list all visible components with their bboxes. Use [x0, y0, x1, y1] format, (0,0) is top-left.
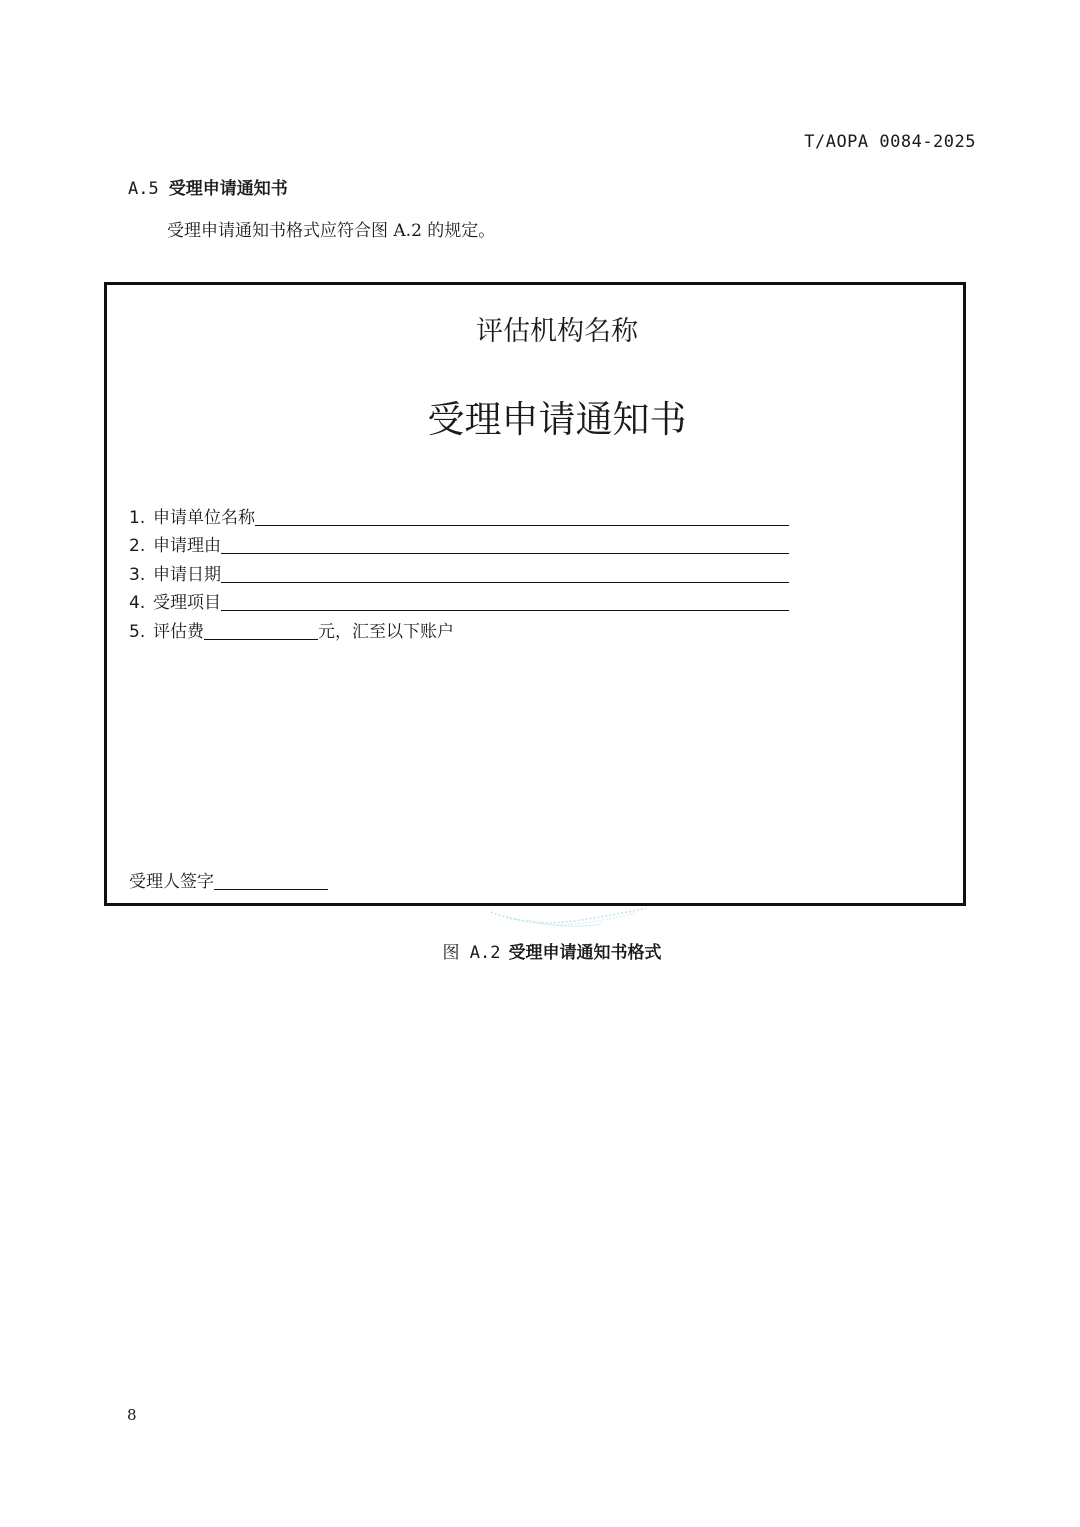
- blank-line: [221, 590, 789, 611]
- field-label: 评估费: [153, 621, 204, 642]
- field-label: 申请理由: [153, 536, 221, 556]
- blank-line: [255, 505, 789, 526]
- field-reason: [129, 528, 789, 557]
- field-label: 受理项目: [153, 593, 221, 613]
- org-name: 评估机构名称: [476, 316, 638, 347]
- field-number: 3.: [129, 564, 146, 585]
- section-intro: 受理申请通知书格式应符合图 A.2 的规定。: [167, 221, 496, 241]
- field-suffix: 元，汇至以下账户: [318, 621, 454, 642]
- field-label: 申请日期: [153, 564, 221, 585]
- signature-blank-line: [214, 869, 328, 890]
- field-date: [129, 556, 789, 585]
- field-number: 2.: [129, 536, 146, 556]
- blank-line: [221, 533, 789, 554]
- field-project: [129, 585, 789, 614]
- section-heading: [128, 174, 288, 199]
- section-number: A.5: [128, 179, 159, 199]
- section-title: 受理申请通知书: [168, 179, 288, 199]
- form-fields: [129, 499, 789, 642]
- signature-label: 受理人签字: [129, 872, 214, 892]
- field-fee: [129, 613, 789, 642]
- form-title: 受理申请通知书: [427, 398, 687, 441]
- figure-number: 图 A.2: [442, 943, 501, 963]
- page-number: 8: [127, 1406, 137, 1424]
- field-label: 申请单位名称: [153, 507, 255, 528]
- field-number: 5.: [129, 621, 146, 642]
- field-applicant-name: [129, 499, 789, 528]
- field-number: 4.: [129, 593, 146, 613]
- field-number: 1.: [129, 507, 146, 528]
- blank-line: [221, 562, 789, 583]
- standard-code: T/AOPA 0084-2025: [804, 132, 976, 152]
- blank-line: [204, 619, 318, 640]
- signature-field: [129, 867, 328, 892]
- watermark-graphic: [486, 900, 656, 930]
- figure-title: 受理申请通知书格式: [508, 943, 662, 963]
- figure-caption: [0, 938, 1080, 963]
- notice-form-frame: [104, 282, 966, 906]
